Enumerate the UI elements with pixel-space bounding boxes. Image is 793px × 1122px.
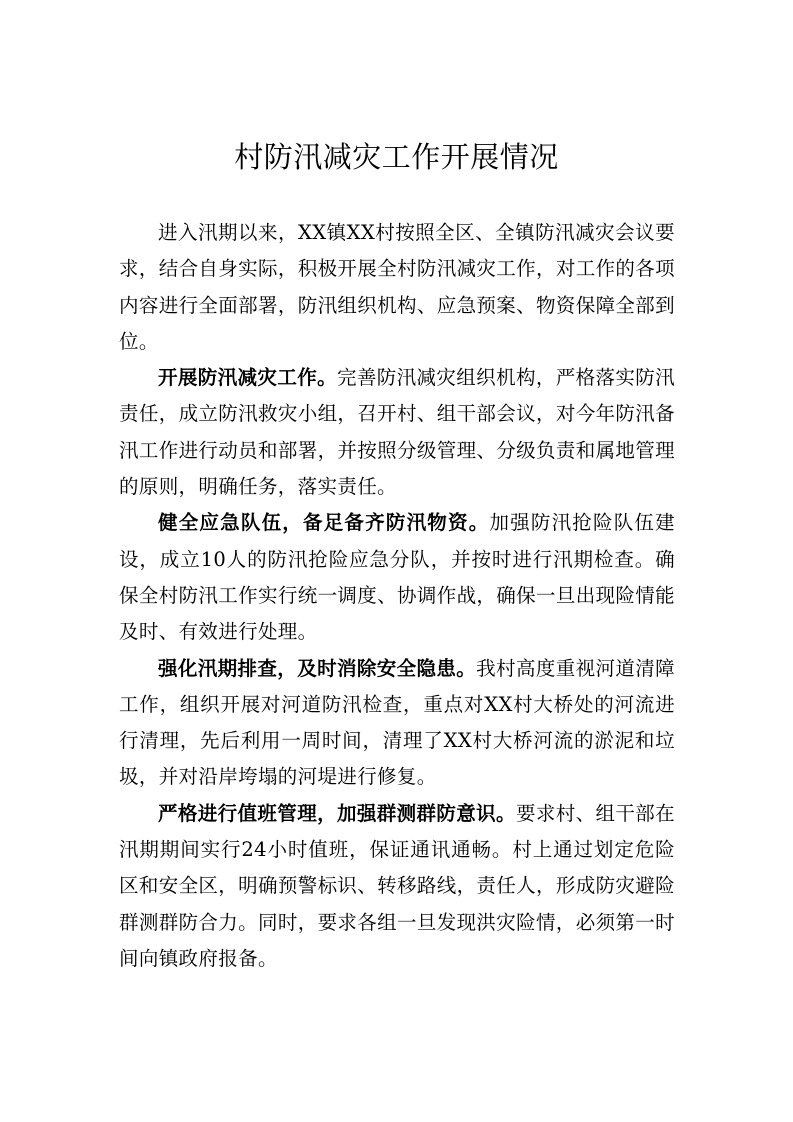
paragraph-emergency-team xyxy=(119,505,675,650)
paragraph-inspection xyxy=(119,651,675,796)
paragraph-text: 我村高度重视河道清障工作，组织开展对河道防汛检查，重点对XX村大桥处的河流进行清理，先后利用一周时间，清理了XX村大桥河流的淤泥和垃圾，并对沿岸垮塌的河堤进行修复。 xyxy=(119,656,675,789)
paragraph-heading: 强化汛期排查，及时消除安全隐患。 xyxy=(158,656,477,680)
paragraph-heading: 健全应急队伍，备足备齐防汛物资。 xyxy=(158,511,490,535)
paragraph-text: 加强防汛抢险队伍建设，成立10人的防汛抢险应急分队，并按时进行汛期检查。确保全村防汛工作实行统一调度、协调作战，确保一旦出现险情能及时、有效进行处理。 xyxy=(119,511,675,644)
paragraph-text: 进入汛期以来，XX镇XX村按照全区、全镇防汛减灾会议要求，结合自身实际，积极开展全村防汛减灾工作，对工作的各项内容进行全面部署，防汛组织机构、应急预案、物资保障全部到位。 xyxy=(119,221,675,353)
document-body xyxy=(119,215,675,977)
paragraph-text: 要求村、组干部在汛期期间实行24小时值班，保证通讯通畅。村上通过划定危险区和安全区，明确预警标识、转移路线，责任人，形成防灾避险群测群防合力。同时，要求各组一旦发现洪灾险情，必须第一时间向镇政府报备。 xyxy=(119,801,675,970)
paragraph-flood-work xyxy=(119,360,675,505)
paragraph-duty-management xyxy=(119,796,675,977)
paragraph-intro xyxy=(119,215,675,360)
paragraph-text: 完善防汛减灾组织机构，严格落实防汛责任，成立防汛救灾小组，召开村、组干部会议，对今年防汛备汛工作进行动员和部署，并按照分级管理、分级负责和属地管理的原则，明确任务，落实责任。 xyxy=(119,366,676,499)
paragraph-heading: 开展防汛减灾工作。 xyxy=(158,366,337,390)
paragraph-heading: 严格进行值班管理，加强群测群防意识。 xyxy=(158,801,516,825)
page-title: 村防汛减灾工作开展情况 xyxy=(234,140,559,174)
